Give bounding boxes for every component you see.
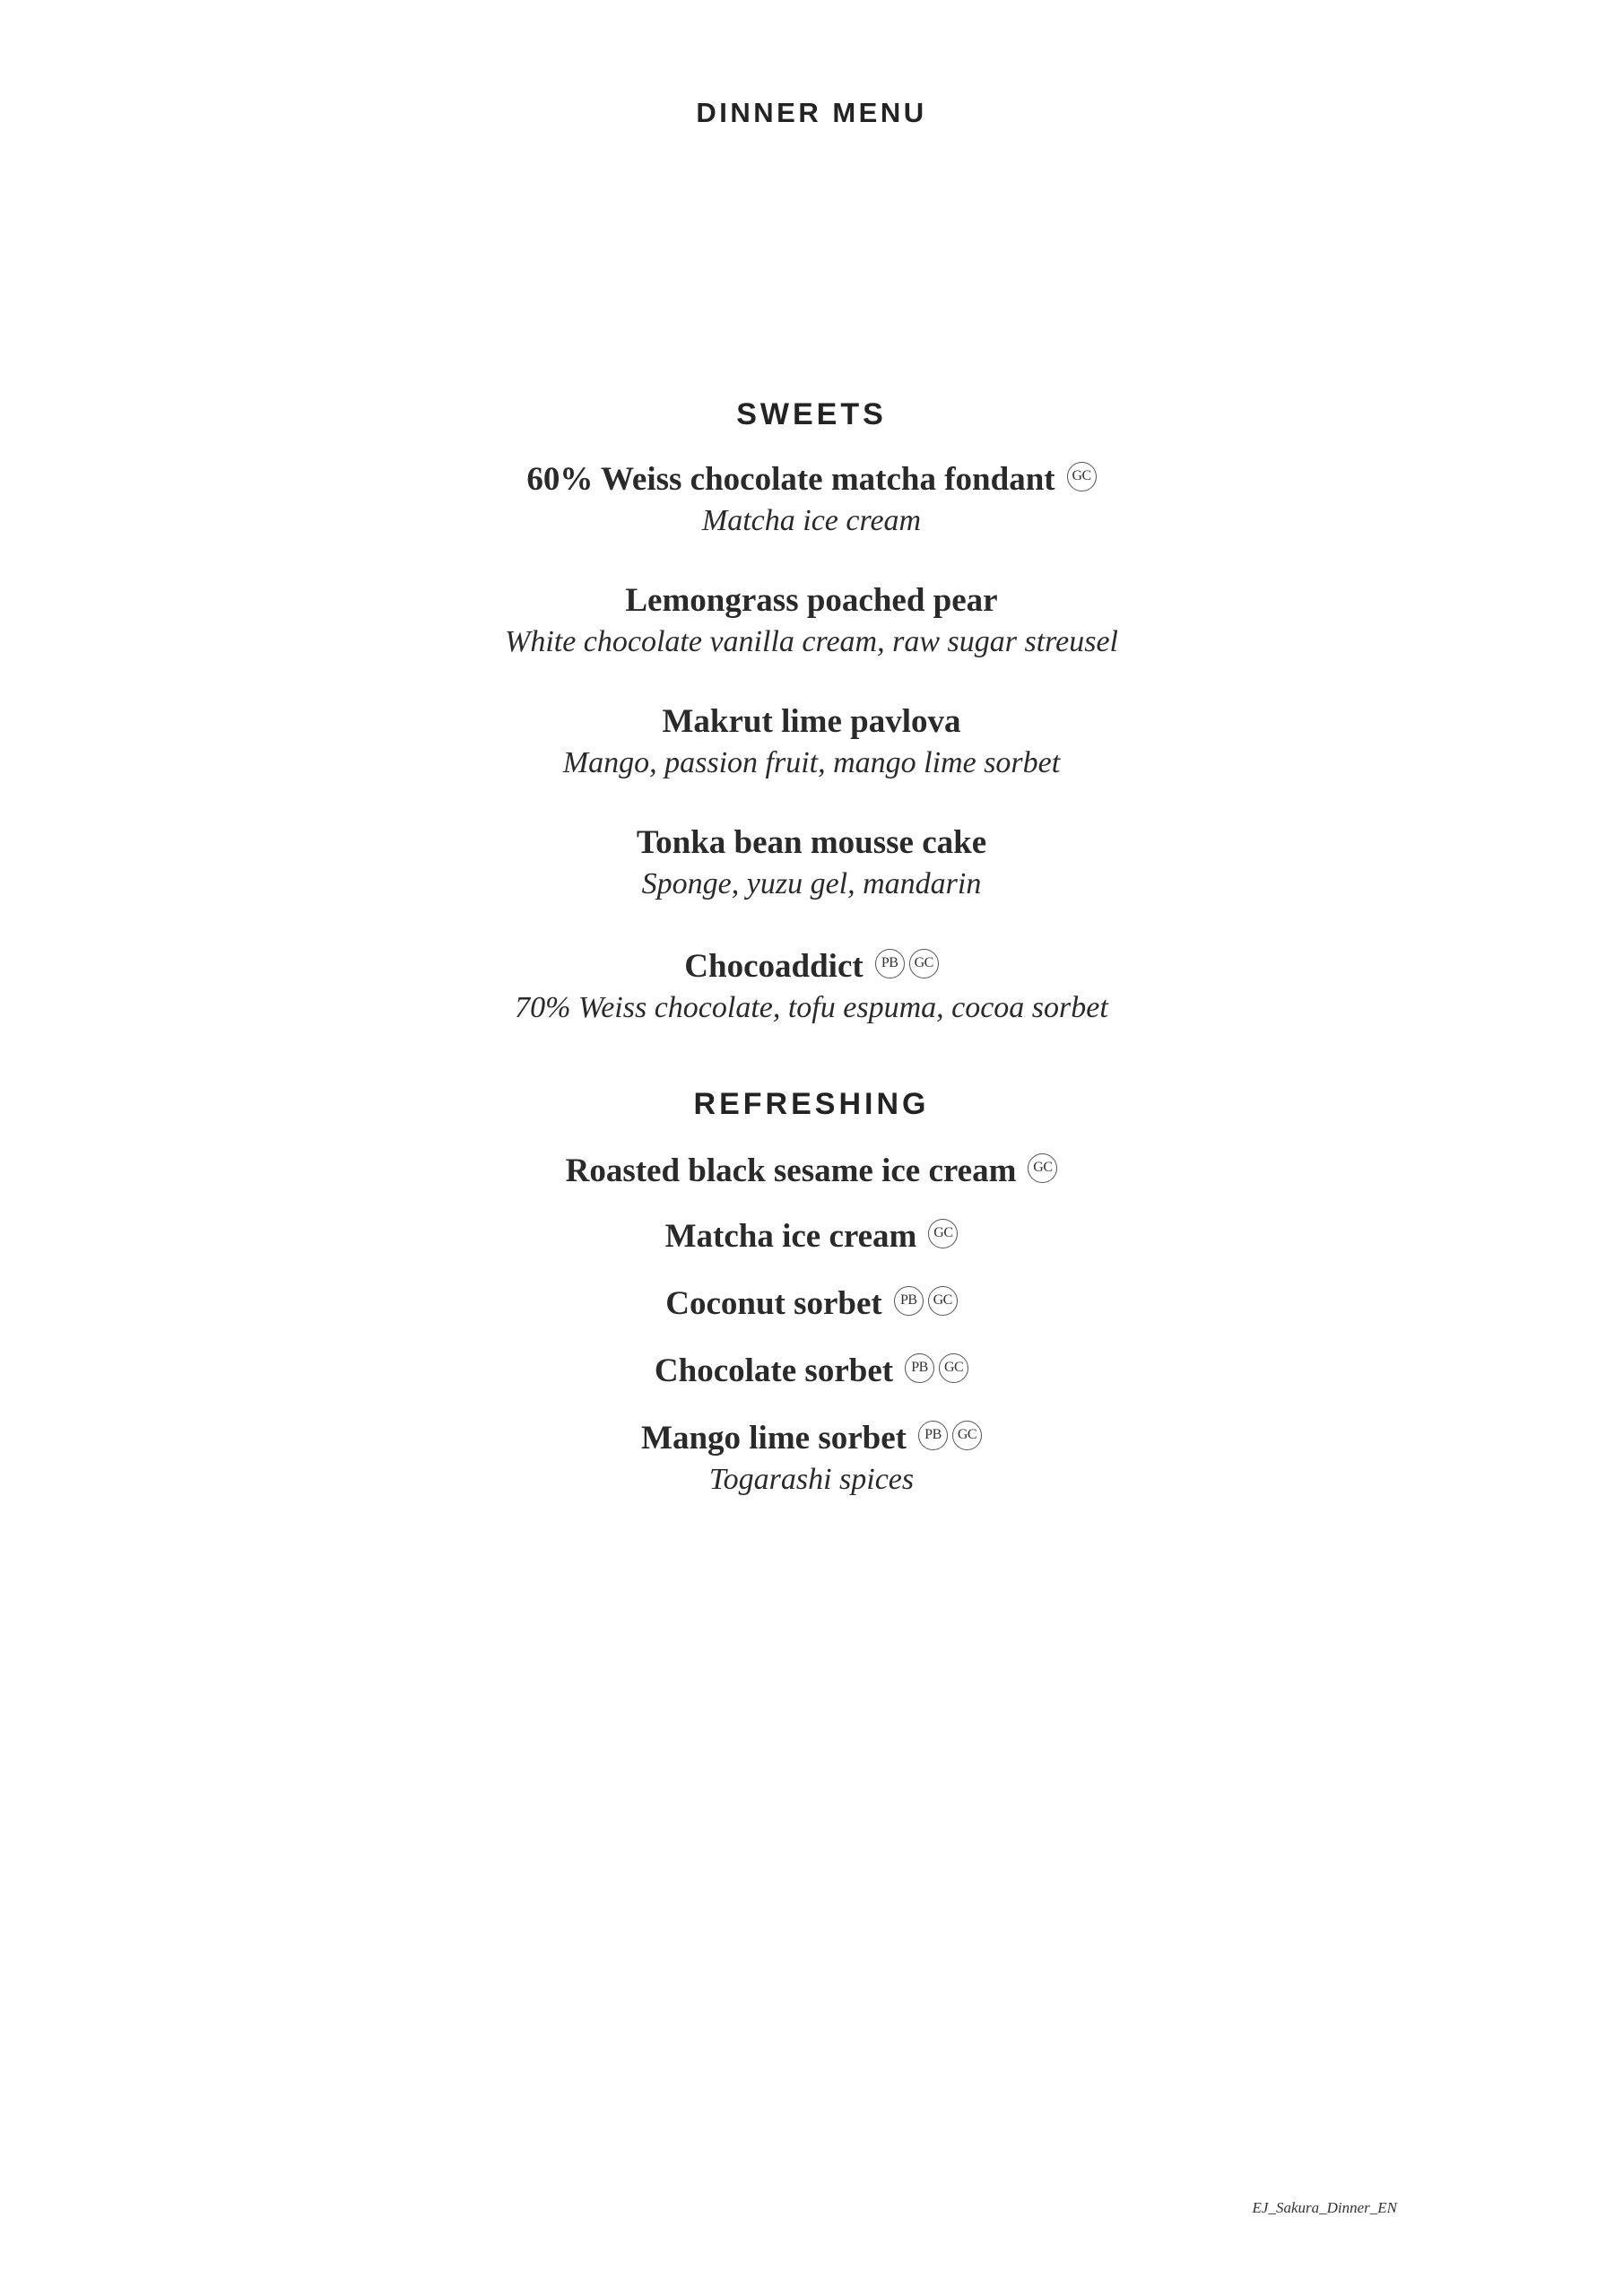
gc-badge-icon: GC: [952, 1421, 982, 1450]
menu-item: [0, 1418, 1623, 1500]
gc-badge-icon: GC: [928, 1219, 958, 1248]
menu-item-description: 70% Weiss chocolate, tofu espuma, cocoa sorbet: [515, 991, 1108, 1024]
diet-badges: [890, 1290, 958, 1319]
page-title: DINNER MENU: [696, 97, 927, 128]
menu-item-description: White chocolate vanilla cream, raw sugar streusel: [505, 625, 1118, 658]
menu-item-name-row: [526, 459, 1096, 500]
diet-badges: [871, 952, 939, 982]
pb-badge-icon: PB: [875, 949, 905, 978]
gc-badge-icon: GC: [939, 1353, 968, 1383]
menu-item-name: Chocolate sorbet: [654, 1352, 894, 1389]
menu-item-name: Coconut sorbet: [665, 1285, 882, 1322]
diet-badges: [1023, 1157, 1057, 1187]
diet-badges: [900, 1357, 968, 1387]
menu-item: [0, 946, 1623, 1029]
menu-item-name-row: [625, 580, 997, 622]
diet-badges: [1063, 465, 1097, 495]
menu-item-description: Togarashi spices: [708, 1463, 915, 1496]
menu-item-description: Sponge, yuzu gel, mandarin: [641, 867, 982, 900]
menu-item-name: Makrut lime pavlova: [662, 703, 961, 740]
gc-badge-icon: GC: [928, 1286, 958, 1316]
menu-item: [0, 701, 1623, 784]
menu-item-name: 60% Weiss chocolate matcha fondant: [526, 461, 1055, 498]
menu-item-name-row: [665, 1216, 959, 1257]
diet-badges: [924, 1222, 958, 1252]
pb-badge-icon: PB: [894, 1286, 924, 1316]
menu-item: [0, 1216, 1623, 1257]
menu-item-description: Mango, passion fruit, mango lime sorbet: [562, 746, 1061, 779]
pb-badge-icon: PB: [905, 1353, 934, 1383]
gc-badge-icon: GC: [909, 949, 939, 978]
menu-item: [0, 1351, 1623, 1392]
gc-badge-icon: GC: [1028, 1153, 1057, 1183]
menu-item-name: Mango lime sorbet: [641, 1420, 907, 1457]
menu-item-name-row: [684, 946, 938, 987]
section-heading-refreshing: REFRESHING: [693, 1087, 930, 1121]
menu-item-description: Matcha ice cream: [701, 504, 922, 537]
menu-item-name-row: [566, 1151, 1058, 1192]
menu-item-name: Tonka bean mousse cake: [636, 824, 987, 861]
menu-item: [0, 459, 1623, 542]
menu-item-name: Roasted black sesame ice cream: [565, 1152, 1017, 1189]
menu-item-name: Matcha ice cream: [664, 1218, 917, 1255]
menu-item-name-row: [637, 822, 986, 864]
menu-item: [0, 822, 1623, 905]
section-heading-sweets: SWEETS: [736, 397, 887, 431]
menu-item-name: Chocoaddict: [684, 948, 864, 985]
menu-item-name-row: [655, 1351, 968, 1392]
menu-item-name-row: [641, 1418, 982, 1459]
menu-item: [0, 580, 1623, 663]
gc-badge-icon: GC: [1067, 462, 1097, 491]
pb-badge-icon: PB: [918, 1421, 948, 1450]
menu-item: [0, 1283, 1623, 1325]
diet-badges: [914, 1424, 982, 1454]
menu-item-name-row: [663, 701, 961, 743]
menu-item-name: Lemongrass poached pear: [625, 582, 998, 619]
document-code: EJ_Sakura_Dinner_EN: [1252, 2199, 1397, 2216]
menu-item: [0, 1151, 1623, 1192]
menu-item-name-row: [665, 1283, 958, 1325]
